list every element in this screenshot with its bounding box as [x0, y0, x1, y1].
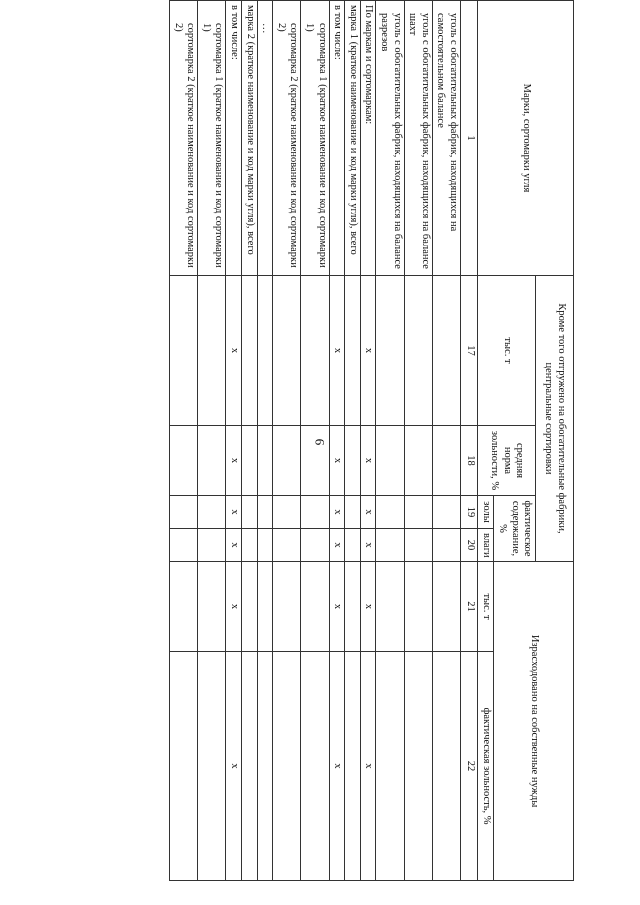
row-label: уголь с обогатительных фабрик, находящихся на балансе шахт	[404, 1, 432, 276]
table-cell: x	[329, 529, 345, 562]
table-cell	[345, 529, 361, 562]
table-cell: x	[360, 652, 376, 881]
page-number: 9	[312, 438, 327, 446]
table-cell	[273, 529, 301, 562]
table-cell	[273, 276, 301, 426]
table-row	[376, 1, 404, 881]
row-label: …	[257, 1, 273, 276]
table-cell	[432, 426, 460, 496]
header-moisture: влаги	[478, 529, 494, 562]
table-cell: x	[360, 276, 376, 426]
table-cell: x	[226, 496, 242, 529]
row-label: сортомарка 2 (краткое наименование и код сортомарки 2)	[170, 1, 198, 276]
table-cell: x	[226, 426, 242, 496]
header-thousand-tons-1: тыс. т	[478, 276, 536, 426]
table-cell	[273, 496, 301, 529]
table-cell	[242, 426, 258, 496]
header-shipped-to-plants: Кроме того отгружено на обогатительные фабрики, центральные сортировки	[536, 276, 574, 562]
row-label: в том числе:	[226, 1, 242, 276]
table-cell	[198, 562, 226, 652]
table-row	[226, 1, 242, 881]
row-label: сортомарка 1 (краткое наименование и код сортомарки 1)	[198, 1, 226, 276]
table-row	[329, 1, 345, 881]
table-row	[257, 1, 273, 881]
row-label: марка 1 (краткое наименование и код марки угля), всего	[345, 1, 361, 276]
row-label: уголь с обогатительных фабрик, находящихся на балансе разрезов	[376, 1, 404, 276]
table-row	[170, 1, 198, 881]
table-cell	[170, 562, 198, 652]
table-cell: x	[226, 276, 242, 426]
table-cell: x	[360, 496, 376, 529]
row-label: По маркам и сортомаркам:	[360, 1, 376, 276]
table-row	[242, 1, 258, 881]
table-cell	[404, 496, 432, 529]
table-cell	[170, 529, 198, 562]
table-cell	[376, 276, 404, 426]
table-cell	[301, 276, 329, 426]
row-label: в том числе:	[329, 1, 345, 276]
table-cell	[301, 529, 329, 562]
table-cell	[376, 562, 404, 652]
table-cell	[170, 276, 198, 426]
table-cell	[198, 529, 226, 562]
table-cell	[242, 276, 258, 426]
table-cell	[257, 652, 273, 881]
row-label: уголь с обогатительных фабрик, находящихся на самостоятельном балансе	[432, 1, 460, 276]
table-cell	[273, 562, 301, 652]
table-cell	[257, 496, 273, 529]
table-cell	[345, 562, 361, 652]
table-cell: x	[329, 652, 345, 881]
table-cell	[301, 652, 329, 881]
table-cell	[345, 276, 361, 426]
table-cell	[198, 426, 226, 496]
table-cell	[257, 426, 273, 496]
table-cell	[301, 426, 329, 496]
table-row	[301, 1, 329, 881]
coal-table	[169, 0, 574, 881]
table-cell	[404, 276, 432, 426]
table-cell: x	[360, 529, 376, 562]
table-cell	[432, 496, 460, 529]
table-cell	[242, 496, 258, 529]
table-cell	[170, 652, 198, 881]
table-row	[432, 1, 460, 881]
col-number: 1	[461, 1, 478, 276]
table-row	[345, 1, 361, 881]
table-cell: x	[329, 276, 345, 426]
header-own-needs: Израсходовано на собственные нужды	[494, 562, 574, 881]
table-cell: x	[329, 562, 345, 652]
table-cell	[404, 652, 432, 881]
table-cell: x	[329, 426, 345, 496]
table-cell	[273, 652, 301, 881]
table-row	[404, 1, 432, 881]
table-cell: x	[226, 562, 242, 652]
col-number: 18	[461, 426, 478, 496]
column-numbers-row	[461, 1, 478, 881]
table-cell	[257, 529, 273, 562]
col-number: 19	[461, 496, 478, 529]
header-actual-ash: фактическая зольность, %	[478, 652, 494, 881]
table-cell	[404, 426, 432, 496]
table-cell	[376, 426, 404, 496]
col-number: 17	[461, 276, 478, 426]
table-cell	[198, 276, 226, 426]
table-cell: x	[226, 652, 242, 881]
table-cell	[432, 562, 460, 652]
table-cell	[376, 496, 404, 529]
table-cell	[198, 652, 226, 881]
table-cell	[257, 276, 273, 426]
rotated-page	[40, 0, 574, 880]
table-cell	[301, 562, 329, 652]
col-number: 21	[461, 562, 478, 652]
table-body	[170, 1, 478, 881]
table-cell	[198, 496, 226, 529]
row-label: сортомарка 2 (краткое наименование и код сортомарки 2)	[273, 1, 301, 276]
table-cell	[376, 529, 404, 562]
header-coal-grades: Марки, сортомарки угля	[478, 1, 574, 276]
table-cell	[242, 529, 258, 562]
header-ash: золы	[478, 496, 494, 529]
table-cell	[404, 562, 432, 652]
table-cell	[301, 496, 329, 529]
table-cell	[345, 426, 361, 496]
row-label: сортомарка 1 (краткое наименование и код сортомарки 1)	[301, 1, 329, 276]
col-number: 20	[461, 529, 478, 562]
table-row	[198, 1, 226, 881]
table-cell	[345, 496, 361, 529]
table-cell	[242, 562, 258, 652]
table-cell	[376, 652, 404, 881]
table-cell	[170, 426, 198, 496]
table-cell	[170, 496, 198, 529]
table-row	[360, 1, 376, 881]
row-label: марка 2 (краткое наименование и код марки угля), всего	[242, 1, 258, 276]
table-cell	[257, 562, 273, 652]
table-cell: x	[360, 562, 376, 652]
table-cell	[242, 652, 258, 881]
header-thousand-tons-2: тыс. т	[478, 562, 494, 652]
table-row	[273, 1, 301, 881]
table-cell	[432, 529, 460, 562]
table-cell	[404, 529, 432, 562]
table-cell	[432, 276, 460, 426]
table-cell: x	[329, 496, 345, 529]
table-cell	[432, 652, 460, 881]
header-actual-content: фактическое содержание, %	[494, 496, 536, 562]
table-cell	[345, 652, 361, 881]
table-cell: x	[360, 426, 376, 496]
table-cell	[273, 426, 301, 496]
col-number: 22	[461, 652, 478, 881]
table-cell: x	[226, 529, 242, 562]
header-avg-ash-norm: средняя норма зольности, %	[478, 426, 536, 496]
